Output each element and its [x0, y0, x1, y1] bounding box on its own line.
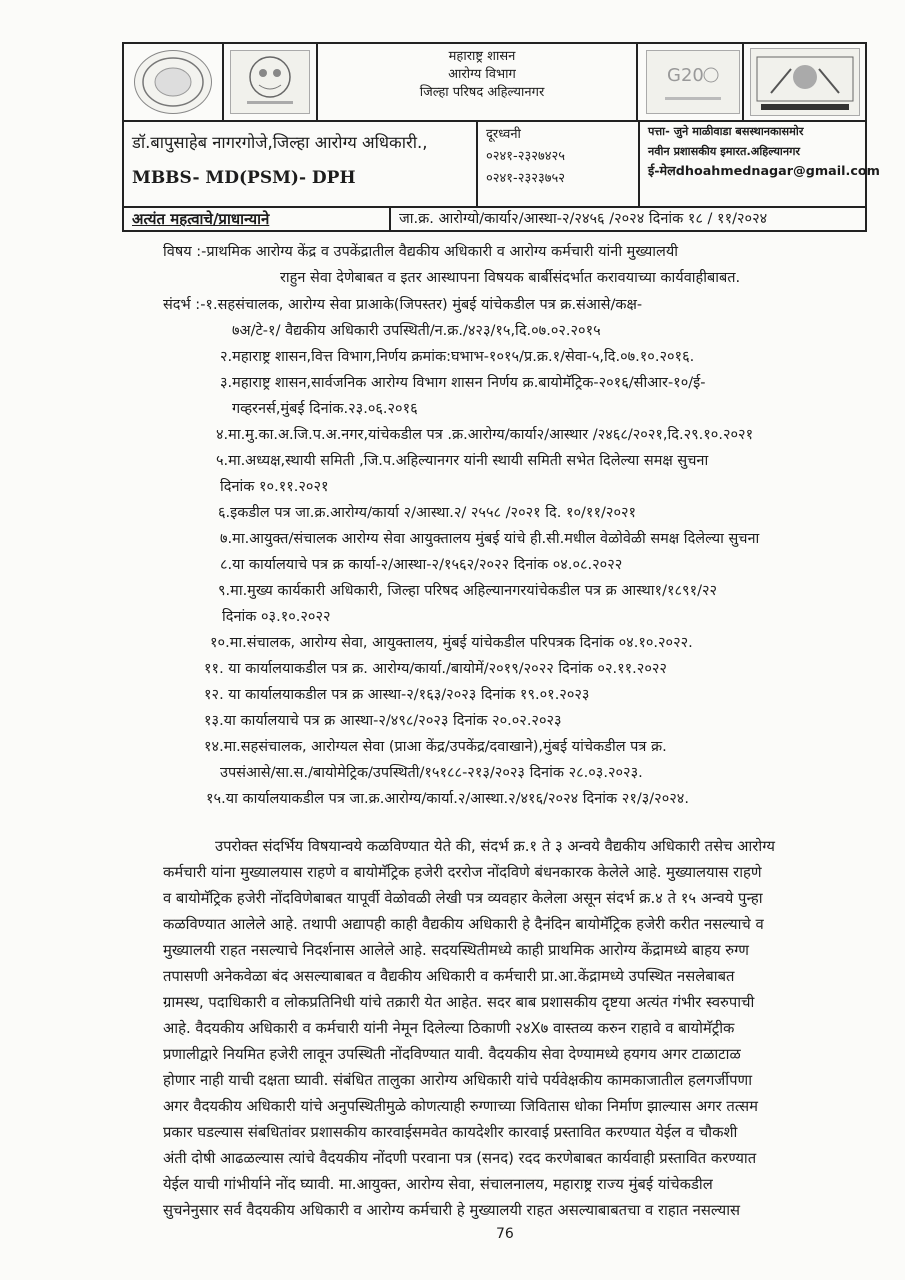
phone-block: [486, 124, 565, 190]
phone-number: ०२४१-२३२७४२५: [486, 149, 566, 164]
reference-line: २.महाराष्ट्र शासन,वित्त विभाग,निर्णय क्रमांक:घभाभ-१०१५/प्र.क्र.१/सेवा-५,दि.०७.१०.२०१६.: [220, 349, 695, 365]
address-block: [648, 122, 880, 182]
address-line: नवीन प्रशासकीय इमारत.अहिल्यानगर: [648, 145, 801, 158]
reference-line: १३.या कार्यालयाचे पत्र क्र आस्था-२/४९८/२०२३ दिनांक २०.०२.२०२३: [204, 713, 562, 729]
priority-label: अत्यंत महत्वाचे/प्राधान्याने: [132, 210, 270, 228]
letterhead-row-ref: [124, 206, 865, 230]
g20-logo-icon: [646, 50, 740, 114]
paragraph-line: कळविण्यात आलेले आहे. तथापी अद्यापही काही वैद्यकीय अधिकारी हे दैनंदिन बायोमॅट्रिक हजेरी करीत नसल्याचे व: [163, 916, 764, 933]
paragraph-line: प्रणालीद्वारे नियमित हजेरी लावून उपस्थिती नोंदविण्यात यावी. वैदयकीय सेवा देण्यामध्ये हयगय अगर टाळाटाळ: [163, 1046, 741, 1063]
reference-line: ८.या कार्यालयाचे पत्र क्र कार्या-२/आस्था-२/१५६२/२०२२ दिनांक ०४.०८.२०२२: [220, 557, 623, 573]
paragraph-line: अगर वैदयकीय अधिकारी यांचे अनुपस्थितीमुळे कोणत्याही रुग्णाच्या जिवितास धोका निर्माण झाल्यास अगर तत्सम: [163, 1098, 758, 1115]
reference-line: १०.मा.संचालक, आरोग्य सेवा, आयुक्तालय, मुंबई यांचेकडील परिपत्रक दिनांक ०४.१०.२०२२.: [210, 635, 693, 651]
phone-label: दूरध्वनी: [486, 127, 521, 142]
dept-name: आरोग्य विभाग: [448, 67, 516, 82]
phone-number: ०२४१-२३२३७५२: [486, 171, 566, 186]
reference-line: गव्हरनर्स,मुंबई दिनांक.२३.०६.२०१६: [232, 401, 418, 417]
reference-line: दिनांक १०.११.२०२१: [220, 479, 329, 495]
paragraph-line: प्रकार घडल्यास संबधितांवर प्रशासकीय कारवाईसमवेत कायदेशीर कारवाई प्रस्तावित करण्यात येईल व चौकशी: [163, 1124, 738, 1141]
paragraph-line: ग्रामस्थ, पदाधिकारी व लोकप्रतिनिधी यांचे तक्रारी येत आहेत. सदर बाब प्रशासकीय दृष्टया अत्यंत गंभीर स्वरुपाची: [163, 994, 755, 1011]
paragraph-line: सुचनेनुसार सर्व वैदयकीय अधिकारी व आरोग्य कर्मचारी हे मुख्यालयी राहत असल्याबाबतचा व राहात नसल्यास: [163, 1202, 741, 1219]
subject-line: विषय :-प्राथमिक आरोग्य केंद्र व उपकेंद्रातील वैद्यकीय अधिकारी व आरोग्य कर्मचारी यांनी मुख्यालयी: [163, 244, 678, 260]
address-line: पत्ता- जुने माळीवाडा बसस्थानकासमोर: [648, 125, 804, 138]
paragraph-line: आहे. वैदयकीय अधिकारी व कर्मचारी यांनी नेमून दिलेल्या ठिकाणी २४X७ वास्तव्य करुन राहावे व बायोमॅट्रीक: [163, 1020, 735, 1037]
letterhead-row-logos: [124, 44, 865, 122]
reference-line: ५.मा.अध्यक्ष,स्थायी समिती ,जि.प.अहिल्यानगर यांनी स्थायी समिती सभेत दिलेल्या समक्ष सुचना: [216, 453, 709, 469]
svg-text:G20: G20: [667, 65, 704, 86]
reference-line: १२. या कार्यालयाकडील पत्र क्र आस्था-२/१६३/२०२३ दिनांक १९.०१.२०२३: [204, 687, 590, 703]
office-name: जिल्हा परिषद अहिल्यानगर: [419, 85, 545, 100]
letterhead-table: [122, 42, 880, 232]
letterhead-title: [347, 48, 617, 102]
reference-line: उपसंआसे/सा.स./बायोमेट्रिक/उपस्थिती/१५१८८-२१३/२०२३ दिनांक २८.०३.२०२३.: [220, 765, 643, 781]
health-dept-logo-icon: [230, 50, 310, 114]
reference-line: ११. या कार्यालयाकडील पत्र क्र. आरोग्य/कार्या./बायोमें/२०१९/२०२२ दिनांक ०२.११.२०२२: [204, 661, 667, 677]
state-emblem-logo-icon: [750, 48, 860, 116]
reference-line: १४.मा.सहसंचालक, आरोग्यल सेवा (प्राआ केंद्र/उपकेंद्र/दवाखाने),मुंबई यांचेकडील पत्र क्र.: [204, 739, 667, 755]
govt-name: महाराष्ट्र शासन: [448, 49, 516, 64]
paragraph-line: होणार नाही याची दक्षता घ्यावी. संबंधित तालुका आरोग्य अधिकारी यांचे पर्यवेक्षकीय कामकाजातील हलगर्जीपणा: [163, 1072, 753, 1089]
reference-line: ९.मा.मुख्य कार्यकारी अधिकारी, जिल्हा परिषद अहिल्यानगरयांचेकडील पत्र क्र आस्था१/१८९१/२२: [218, 583, 718, 599]
reference-line: ७अ/टे-१/ वैद्यकीय अधिकारी उपस्थिती/न.क्र./४२३/१५,दि.०७.०२.२०१५: [232, 323, 601, 339]
reference-line: ३.महाराष्ट्र शासन,सार्वजनिक आरोग्य विभाग शासन निर्णय क्र.बायोमॅट्रिक-२०१६/सीआर-१०/ई-: [220, 375, 706, 391]
reference-line: १५.या कार्यालयाकडील पत्र जा.क्र.आरोग्य/कार्या.२/आस्था.२/४१६/२०२४ दिनांक २१/३/२०२४.: [206, 791, 689, 807]
zp-seal-logo-icon: [134, 50, 212, 114]
paragraph-line: व बायोमॅट्रिक हजेरी नोंदविणेबाबत यापूर्वी वेळोवळी लेखी पत्र व्यवहार केलेला असून संदर्भ क्र.४ ते १५ अन्वये पुन्हा: [163, 890, 763, 907]
subject-line: राहुन सेवा देणेबाबत व इतर आस्थापना विषयक बार्बीसंदर्भात करावयाच्या कार्यवाहीबाबत.: [280, 270, 741, 286]
reference-line: ७.मा.आयुक्त/संचालक आरोग्य सेवा आयुक्तालय मुंबई यांचे ही.सी.मधील वेळोवेळी समक्ष दिलेल्या सुचना: [220, 531, 760, 547]
letterhead-row-contact: [124, 120, 880, 208]
reference-line: दिनांक ०३.१०.२०२२: [222, 609, 331, 625]
paragraph-line: उपरोक्त संदर्भिय विषयान्वये कळविण्यात येते की, संदर्भ क्र.१ ते ३ अन्वये वैद्यकीय अधिकारी तसेच आरोग्य: [215, 838, 775, 855]
email-address: ई-मेलdhoahmednagar@gmail.com: [648, 164, 880, 179]
page-number: 76: [496, 1226, 514, 1242]
paragraph-line: अंती दोषी आढळल्यास त्यांचे वैदयकीय नोंदणी परवाना पत्र (सनद) रदद करणेबाबत कार्यवाही प्रस्तावित करण्यात: [163, 1150, 757, 1167]
paragraph-line: मुख्यालयी राहत नसल्याचे निदर्शनास आलेले आहे. सदयस्थितीमध्ये काही प्राथमिक आरोग्य केंद्रामध्ये बाहय रुग्ण: [163, 942, 749, 959]
reference-line: ६.इकडील पत्र जा.क्र.आरोग्य/कार्या २/आस्था.२/ २५५८ /२०२१ दि. १०/११/२०२१: [218, 505, 637, 521]
paragraph-line: येईल याची गांभीर्याने नोंद घ्यावी. मा.आयुक्त, आरोग्य सेवा, संचालनालय, महाराष्ट्र राज्य मुंबई यांचेकडील: [163, 1176, 713, 1193]
officer-degree: MBBS- MD(PSM)- DPH: [132, 168, 356, 188]
reference-number: जा.क्र. आरोग्यो/कार्या२/आस्था-२/२४५६ /२०२४ दिनांक १८ / ११/२०२४: [399, 211, 768, 227]
officer-name: डॉ.बापुसाहेब नागरगोजे,जिल्हा आरोग्य अधिकारी.,: [132, 133, 428, 152]
reference-line: ४.मा.मु.का.अ.जि.प.अ.नगर,यांचेकडील पत्र .क्र.आरोग्य/कार्या२/आस्थार /२४६८/२०२१,दि.२९.१०.२०२१: [216, 427, 754, 443]
paragraph-line: तपासणी अनेकवेळा बंद असल्याबाबत व वैद्यकीय अधिकारी व कर्मचारी प्रा.आ.केंद्रामध्ये उपस्थित नसलेबाबत: [163, 968, 735, 985]
reference-line: संदर्भ :-१.सहसंचालक, आरोग्य सेवा प्राआके(जिपस्तर) मुंबई यांचेकडील पत्र क्र.संआसे/कक्ष-: [163, 297, 643, 313]
paragraph-line: कर्मचारी यांना मुख्यालयास राहणे व बायोमॅट्रिक हजेरी दररोज नोंदविणे बंधनकारक केलेले आहे. मुख्यालयास राहणे: [163, 864, 762, 881]
